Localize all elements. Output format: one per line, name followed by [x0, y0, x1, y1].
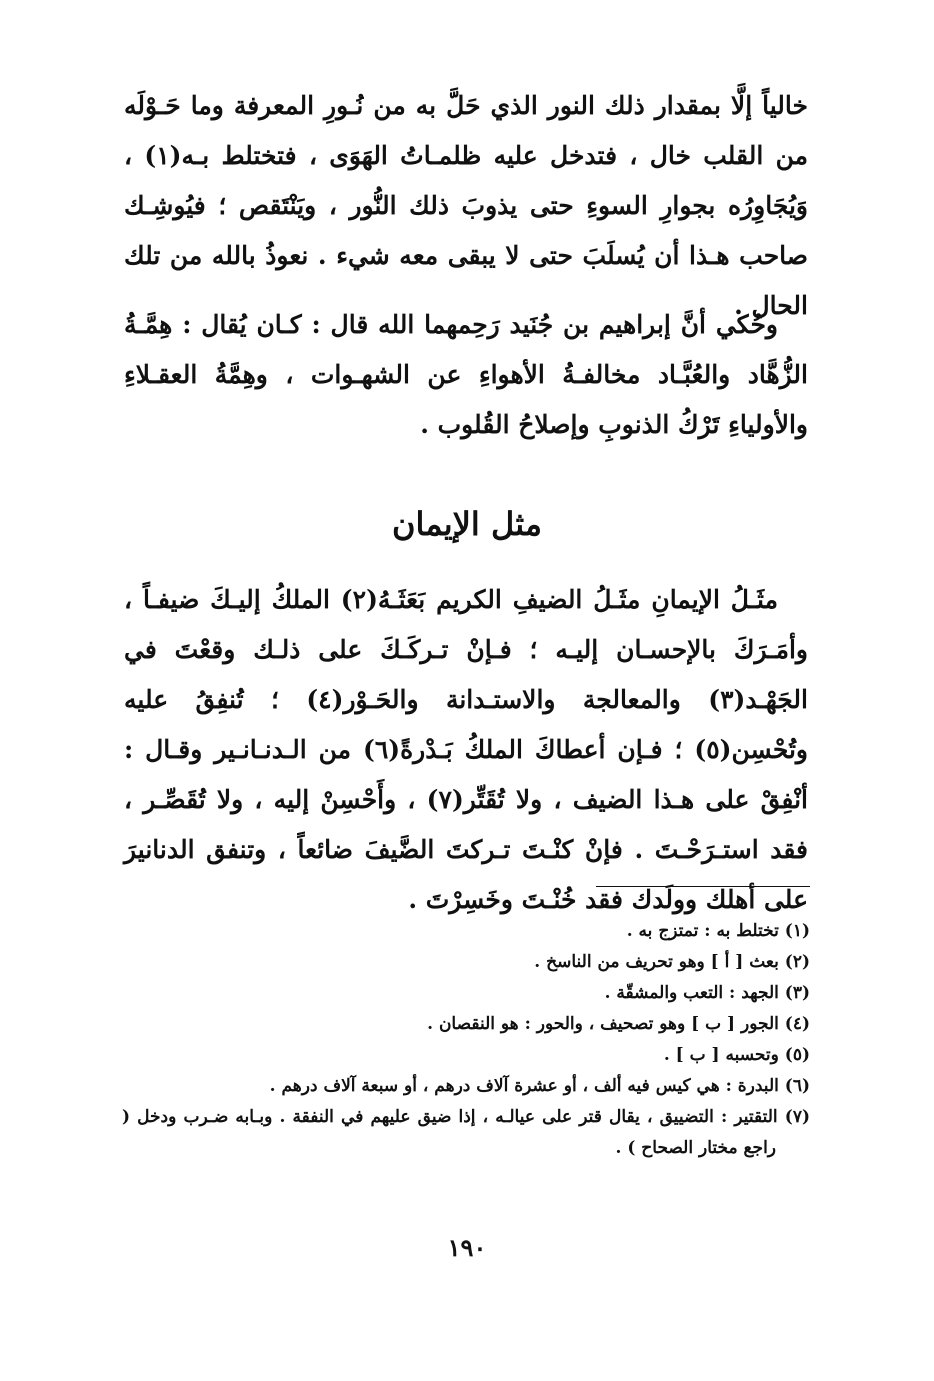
footnote-7: (٧) التقتير : التضييق ، يقال قتر على عيالـه ، إذا ضيق عليهم في النفقة . وبـابه ضـرب ودخل ( راجع مختار الصحاح ) .	[122, 1107, 810, 1158]
section-heading: مثل الإيمان	[392, 505, 542, 543]
footnotes	[122, 916, 810, 1164]
footnote-3: (٣) الجهد : التعب والمشقّة .	[604, 983, 810, 1003]
paragraph-3: مثَـلُ الإيمانِ مثَـلُ الضيفِ الكريم بَعَثَـهُ(٢) الملكُ إليـكَ ضيفـاً ، وأمَـرَكَ بالإحسـان إليـه ؛ فـإنْ تـركَـكَ على ذلـك وقعْتَ في الجَهْـد(٣) والمعالجة والاستـدانة والحَـوْر(٤) ؛ تُنفِقُ عليه وتُحْسِن(٥) ؛ فـإن أعطاكَ الملكُ بَـدْرةً(٦) من الـدنـانـير وقـال : أنْفِقْ على هـذا الضيف ، ولا تُقَتِّر(٧) ، وأَحْسِنْ إليه ، ولا تُقَصِّـر ، فقد استـرَحْـتَ . فإنْ كنْـتَ تـركتَ الضَّيفَ ضائعاً ، وتنفق الدنانيرَ على أهلك وولَدك فقد خُنْـتَ وخَسِرْتَ .	[124, 585, 809, 914]
footnote-6: (٦) البدرة : هي كيس فيه ألف ، أو عشرة آلاف درهم ، أو سبعة آلاف درهم .	[269, 1076, 810, 1096]
footnote-5: (٥) وتحسبه [ ب ] .	[663, 1045, 810, 1065]
paragraph-1: خالياً إلَّا بمقدار ذلك النور الذي حَلَّ به من نُـورِ المعرفة وما حَـوْلَه من القلب خال ، فتدخل عليه ظلمـاتُ الهَوَى ، فتختلط بـه(١) ، وَيُجَاوِرُه بجوارِ السوءِ حتى يذوبَ ذلك النُّور ، ويَنْتَقص ؛ فيُوشِـك صاحب هـذا أن يُسلَبَ حتى لا يبقى معه شيء . نعوذُ بالله من تلك الحال .	[124, 91, 808, 320]
page-number: ١٩٠	[447, 1233, 487, 1262]
footnote-2: (٢) بعث [ أ ] وهو تحريف من الناسخ .	[534, 952, 810, 972]
footnote-4: (٤) الجور [ ب ] وهو تصحيف ، والحور : هو النقصان .	[427, 1014, 810, 1034]
paragraph-2: وحُكي أنَّ إبراهيم بن جُنَيد رَحِمهما الله قال : كـان يُقال : هِمَّـةُ الزُّهَّاد والعُبَّـاد مخالفـةُ الأهواءِ عن الشهـوات ، وهِمَّةُ العقـلاءِ والأولياءِ تَرْكُ الذنوبِ وإصلاحُ القُلوب .	[124, 310, 808, 439]
footnote-1: (١) تختلط به : تمتزج به .	[626, 921, 810, 941]
footnote-separator	[596, 886, 810, 887]
